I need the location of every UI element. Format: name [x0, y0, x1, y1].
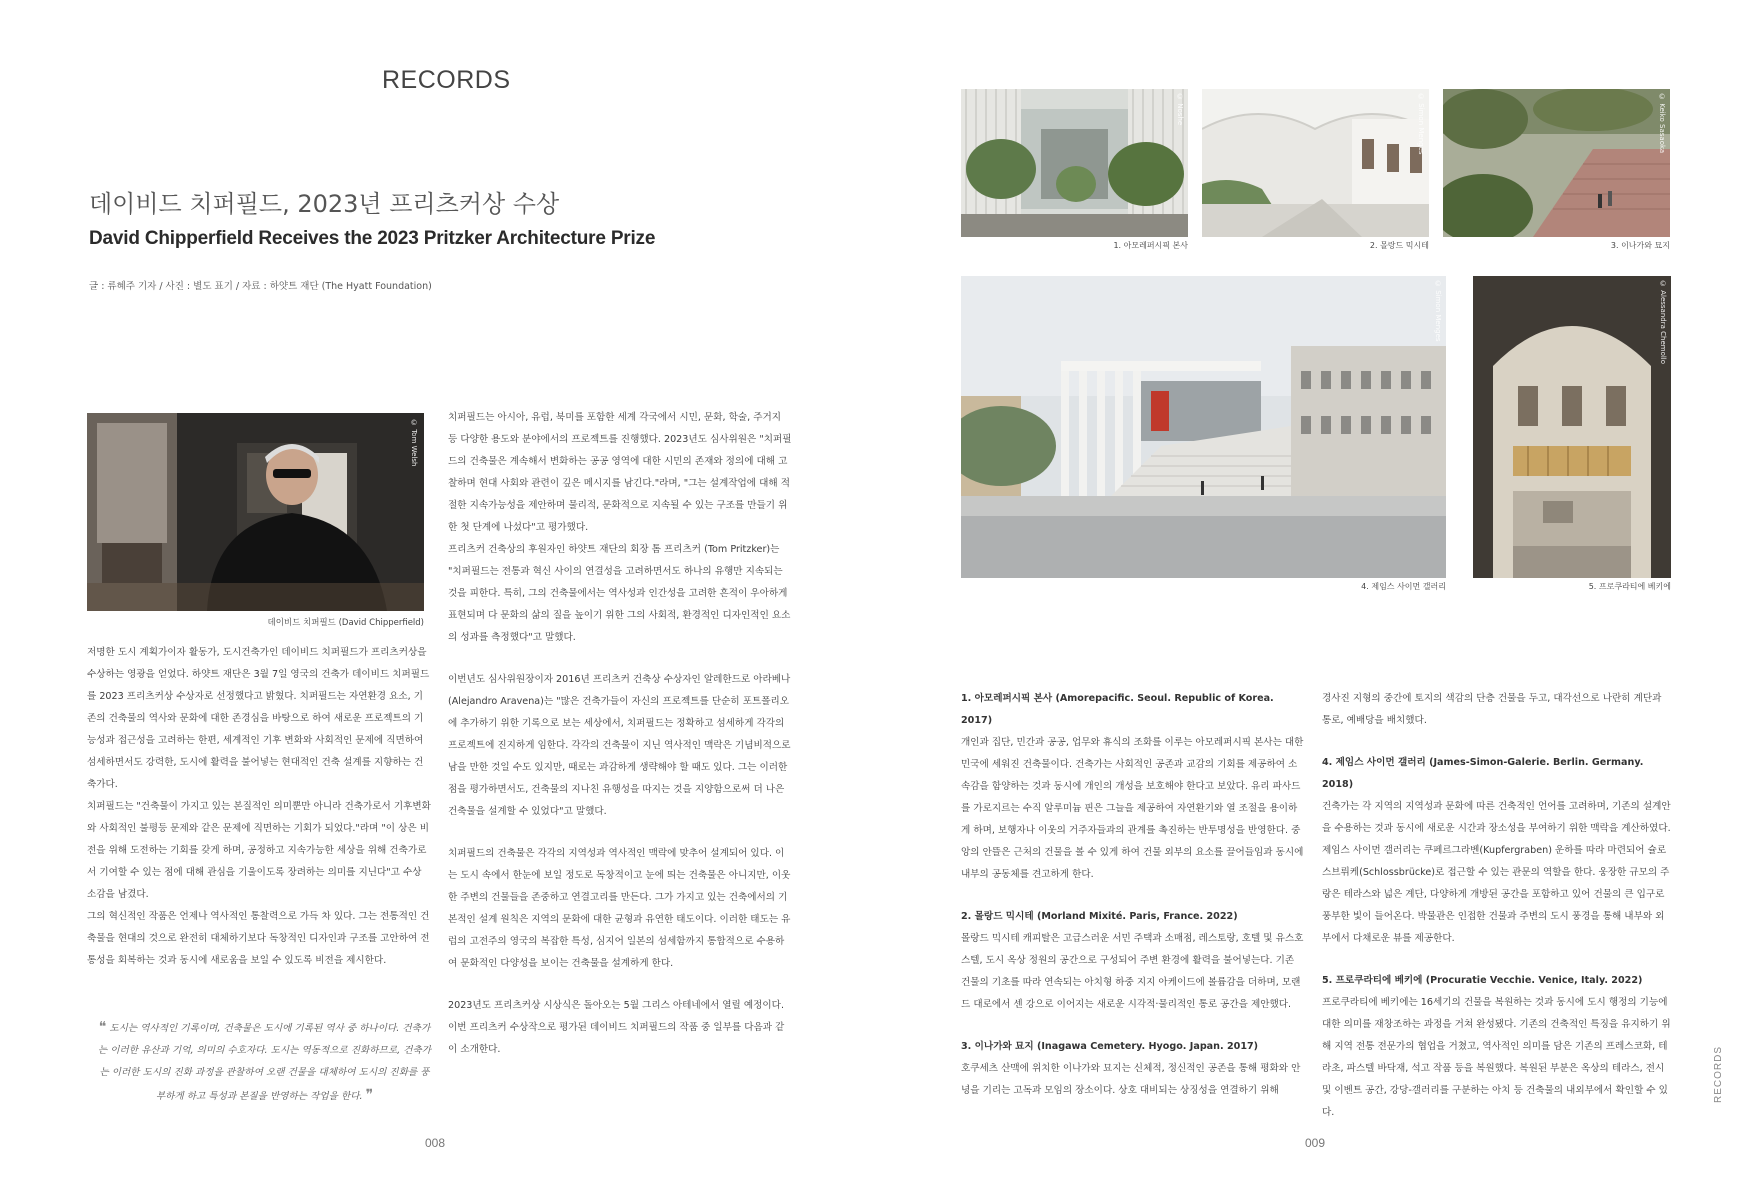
body-column-1 — [87, 642, 432, 972]
paragraph: 2023년도 프리츠커상 시상식은 돌아오는 5월 그리스 아테네에서 열릴 예정이다. 이번 프리츠커 수상작으로 평가된 데이비드 치퍼필드의 작품 중 일부를 다음과 같이 소개한다. — [448, 1000, 785, 1055]
photo-james-simon-galerie-illustration — [961, 276, 1446, 578]
photo-credit: © Keiko Sasaoka — [1658, 93, 1666, 154]
close-quote-icon: ❞ — [365, 1087, 374, 1103]
photo-caption: 3. 이나가와 묘지 — [1610, 241, 1670, 250]
photo-credit: © Simon Menges — [1434, 280, 1442, 342]
paragraph: 호쿠세츠 산맥에 위치한 이나가와 묘지는 신체적, 정신적인 공존을 통해 평화와 안녕을 기리는 고독과 모임의 장소이다. 상호 대비되는 상징성을 연결하기 위해 — [961, 1063, 1301, 1096]
photo-procuratie-vecchie — [1473, 276, 1671, 578]
paragraph: 개인과 집단, 민간과 공공, 업무와 휴식의 조화를 이루는 아모레퍼시픽 본사는 대한민국에 세워진 건축물이다. 건축가는 사회적인 공존과 교감의 기회를 제공하여 소속감을 함양하는 것과 동시에 개인의 개성을 보호해야 한다고 보았다. 유리 파사드를 가로지르는 수직 알루미늄 핀은 그늘을 제공하여 자연환기와 열 조절을 용이하게 하며, 보행자나 이웃의 거주자들과의 관계를 촉진하는 반투명성을 반영한다. 중앙의 안뜰은 근처의 건물을 볼 수 있게 하여 건물 외부의 요소를 끌어들임과 동시에 내부의 공동체를 견고하게 한다. — [961, 737, 1304, 880]
portrait-photo — [87, 413, 424, 611]
byline: 글 : 류혜주 기자 / 사진 : 별도 표기 / 자료 : 하얏트 재단 (The Hyatt Foundation) — [89, 281, 432, 292]
paragraph: 건축가는 각 지역의 지역성과 문화에 따른 건축적인 언어를 고려하며, 기존의 설계안을 수용하는 것과 동시에 새로운 시간과 장소성을 부여하기 위한 맥락을 계산하였다. 제임스 사이먼 갤러리는 쿠페르그라벤(Kupfergraben) 운하를 따라 마련되어 슐로스브뤼케(Schlossbrücke)로 접근할 수 있는 관문의 역할을 한다. 웅장한 규모의 주랑은 테라스와 넓은 계단, 다양하게 개방된 공간을 포함하고 있어 건물의 큰 입구로 풍부한 빛이 들어온다. 박물관은 인접한 건물과 주변의 도시 풍경을 통해 내부와 외부에서 다채로운 뷰를 제공한다. — [1322, 801, 1671, 944]
project-heading: 5. 프로쿠라티에 베키에 (Procuratie Vecchie. Venice, Italy. 2022) — [1322, 975, 1643, 986]
photo-caption: 5. 프로쿠라티에 베키에 — [1588, 582, 1671, 591]
page-number-right: 009 — [1305, 1136, 1326, 1150]
photo-credit: © Simon Menges — [1417, 93, 1425, 155]
project-heading: 3. 이나가와 묘지 (Inagawa Cemetery. Hyogo. Japan. 2017) — [961, 1041, 1259, 1052]
photo-caption: 1. 아모레퍼시픽 본사 — [1113, 241, 1188, 250]
photo-caption: 4. 제임스 사이먼 갤러리 — [1361, 582, 1446, 591]
paragraph: 이번년도 심사위원장이자 2016년 프리츠커 건축상 수상자인 알레한드로 아라베나(Alejandro Aravena)는 "많은 건축가들이 자신의 프로젝트를 단순히 포트폴리오에 추가하기 위한 기록으로 보는 세상에서, 치퍼필드는 정확하고 섬세하게 각각의 프로젝트에 진지하게 임한다. 각각의 건축물이 지닌 역사적인 맥락은 기념비적으로 남을 만한 것일 수도 있지만, 때로는 과감하게 생략해야 할 때도 있다. 그는 이러한 점을 평가하면서도, 건축물의 지나친 유행성을 따지는 것을 지양함으로써 더 나은 건축물을 설계할 수 있었다"고 말했다. — [448, 674, 791, 817]
open-quote-icon: ❝ — [98, 1019, 107, 1035]
pull-quote — [97, 1016, 432, 1108]
photo-inagawa-cemetery — [1443, 89, 1670, 237]
pull-quote-text: 도시는 역사적인 기록이며, 건축물은 도시에 기록된 역사 중 하나이다. 건축가는 이러한 유산과 기억, 의미의 수호자다. 도시는 역동적으로 진화하므로, 건축가는 이러한 도시의 진화 과정을 관찰하여 오랜 건물을 대체하여 도시의 진화를 풍부하게 하고 특성과 본질을 반영하는 작업을 한다. — [97, 1023, 432, 1102]
paragraph: 경사진 지형의 중간에 토지의 색감의 단층 건물을 두고, 대각선으로 나란히 계단과 통로, 예배당을 배치했다. — [1322, 693, 1662, 726]
paragraph: 프로쿠라티에 베키에는 16세기의 건물을 복원하는 것과 동시에 도시 행정의 기능에 대한 의미를 재창조하는 과정을 거쳐 완성됐다. 기존의 건축적인 특징을 유지하기 위해 지역 전통 전문가의 협업을 거쳤고, 역사적인 의미를 담은 기존의 프레스코화, 테라초, 파스텔 바닥재, 석고 작품 등을 복원했다. 복원된 부분은 옥상의 테라스, 전시 및 이벤트 공간, 강당-갤러리를 구분하는 아치 등 건축물의 내외부에서 확인할 수 있다. — [1322, 997, 1671, 1118]
photo-credit: © Noshe — [1176, 93, 1184, 126]
photo-procuratie-vecchie-illustration — [1473, 276, 1671, 578]
photo-inagawa-cemetery-illustration — [1443, 89, 1670, 237]
portrait-credit: © Tom Welsh — [410, 419, 418, 467]
photo-caption: 2. 몰랑드 믹시테 — [1369, 241, 1429, 250]
side-section-label: RECORDS — [1713, 1046, 1724, 1104]
photo-james-simon-galerie — [961, 276, 1446, 578]
page-number-left: 008 — [425, 1136, 446, 1150]
paragraph: 몰랑드 믹시테 캐피탈은 고급스러운 서민 주택과 소매점, 레스토랑, 호텔 및 유스호스텔, 도시 옥상 정원의 공간으로 구성되어 주변 환경에 활력을 불어넣는다. 기존 건물의 기초를 따라 연속되는 아치형 하중 지지 아케이드에 볼륨감을 더하며, 모랜드 대로에서 센 강으로 이어지는 새로운 시각적·물리적인 통로 공간을 제안했다. — [961, 933, 1304, 1010]
photo-amorepacific-illustration — [961, 89, 1188, 237]
body-column-2 — [448, 407, 793, 1061]
article-title-english: David Chipperfield Receives the 2023 Pritzker Architecture Prize — [89, 228, 656, 249]
photo-morland-mixite-illustration — [1202, 89, 1429, 237]
body-column-4 — [1322, 688, 1672, 1124]
photo-morland-mixite — [1202, 89, 1429, 237]
section-label: RECORDS — [382, 66, 511, 94]
project-heading: 4. 제임스 사이먼 갤러리 (James-Simon-Galerie. Berlin. Germany. 2018) — [1322, 757, 1644, 790]
photo-amorepacific — [961, 89, 1188, 237]
paragraph: 그의 혁신적인 작품은 언제나 역사적인 통찰력으로 가득 차 있다. 그는 전통적인 건축물을 현대의 것으로 완전히 대체하기보다 독창적인 디자인과 구조를 고안하여 전통성을 회복하는 것과 동시에 새로움을 보일 수 있도록 비전을 제시한다. — [87, 911, 430, 966]
paragraph: 치퍼필드의 건축물은 각각의 지역성과 역사적인 맥락에 맞추어 설계되어 있다. 이는 도시 속에서 한눈에 보일 정도로 독창적이고 눈에 띄는 건축물은 아니지만, 이웃한 주변의 건물들을 존중하고 연결고리를 만든다. 그가 가지고 있는 건축에서의 기본적인 설계 원칙은 지역의 문화에 대한 균형과 유연한 태도이다. 이러한 태도는 유럽의 고전주의 영국의 복잡한 특성, 심지어 일본의 섬세함까지 통합적으로 수용하여 문화적인 다양성을 보이는 건축물을 설계하게 한다. — [448, 848, 791, 969]
paragraph: 저명한 도시 계획가이자 활동가, 도시건축가인 데이비드 치퍼필드가 프리츠커상을 수상하는 영광을 얻었다. 하얏트 재단은 3월 7일 영국의 건축가 데이비드 치퍼필드를 2023 프리츠커상 수상자로 선정했다고 밝혔다. 치퍼필드는 자연환경 요소, 기존의 건축물의 역사와 문화에 대한 존경심을 바탕으로 하여 새로운 프로젝트의 기능성과 접근성을 고려하는 한편, 세계적인 기후 변화와 사회적인 문제에 직면하여 섬세하면서도 강력한, 도시에 활력을 불어넣는 현대적인 건축 설계를 지향하는 건축가다. — [87, 647, 430, 790]
article-title-korean: 데이비드 치퍼필드, 2023년 프리츠커상 수상 — [89, 190, 560, 218]
paragraph: 치퍼필드는 아시아, 유럽, 북미를 포함한 세계 각국에서 시민, 문화, 학술, 주거지 등 다양한 용도와 분야에서의 프로젝트를 진행했다. 2023년도 심사위원은 "치퍼필드의 건축물은 계속해서 변화하는 공공 영역에 대한 시민의 존재와 정의에 대해 고찰하며 현대 사회와 관련이 깊은 메시지를 남긴다."라며, "그는 설계작업에 대해 적절한 지속가능성을 제안하며 물리적, 문화적으로 지속될 수 있는 구조를 만들기 위한 첫 단계에 나섰다"고 평가했다. — [448, 412, 792, 533]
portrait-illustration — [87, 413, 424, 611]
paragraph: 치퍼필드는 "건축물이 가지고 있는 본질적인 의미뿐만 아니라 건축가로서 기후변화와 사회적인 불평등 문제와 같은 문제에 직면하는 기회가 되었다."라며 "이 상은 비전을 위해 도전하는 기회를 갖게 하며, 공정하고 지속가능한 세상을 위해 건축가로서 기여할 수 있는 점에 대해 관심을 기울이도록 장려하는 의미를 지닌다"고 수상 소감을 남겼다. — [87, 801, 431, 900]
project-heading: 1. 아모레퍼시픽 본사 (Amorepacific. Seoul. Republic of Korea. 2017) — [961, 693, 1274, 726]
portrait-caption: 데이비드 치퍼필드 (David Chipperfield) — [267, 618, 424, 628]
project-heading: 2. 몰랑드 믹시테 (Morland Mixité. Paris, France. 2022) — [961, 911, 1238, 922]
photo-credit: © Alessandra Chemollo — [1659, 280, 1667, 365]
body-column-3 — [961, 688, 1306, 1102]
paragraph: 프리츠커 건축상의 후원자인 하얏트 재단의 회장 톰 프리츠커 (Tom Pritzker)는 "치퍼필드는 전통과 혁신 사이의 연결성을 고려하면서도 하나의 유행만 지속되는 것을 피한다. 특히, 그의 건축물에서는 역사성과 인간성을 고려한 흔적이 우아하게 표현되며 다 문화의 삶의 질을 높이기 위한 그의 사회적, 환경적인 디자인적인 요소의 성과를 측정했다"고 말했다. — [448, 544, 791, 643]
